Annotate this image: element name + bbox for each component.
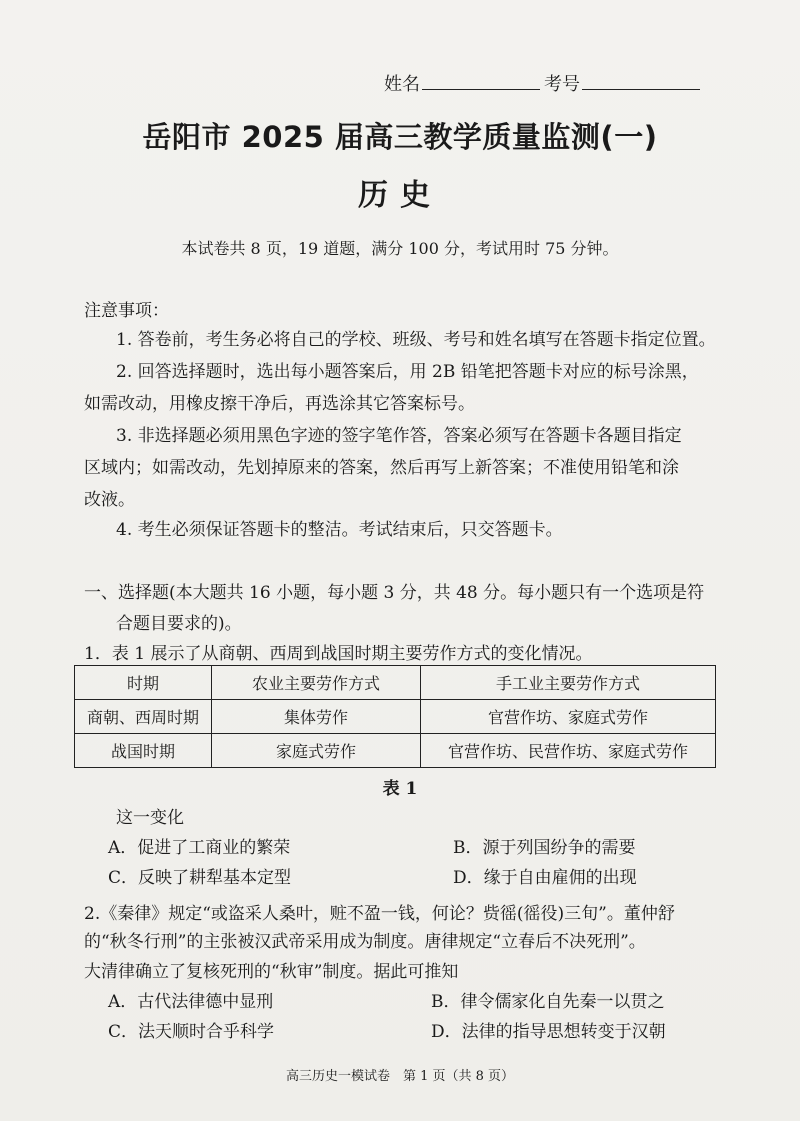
question-2-option-a: A．古代法律德中显刑 bbox=[108, 992, 274, 1012]
table-header-row bbox=[75, 666, 716, 700]
subject-title: 历史 bbox=[358, 178, 442, 213]
table-1 bbox=[74, 665, 716, 768]
table-header-cell: 农业主要劳作方式 bbox=[212, 666, 421, 700]
question-1-stem: 1．表 1 展示了从商朝、西周到战国时期主要劳作方式的变化情况。 bbox=[84, 644, 593, 664]
table-cell: 商朝、西周时期 bbox=[75, 700, 212, 734]
question-1-option-a: A．促进了工商业的繁荣 bbox=[108, 838, 291, 858]
page-footer: 高三历史一模试卷 第 1 页（共 8 页） bbox=[285, 1069, 515, 1084]
question-2-stem-line-3: 大清律确立了复核死刑的“秋审”制度。据此可推知 bbox=[84, 962, 459, 982]
note-item-2-line-1: 2. 回答选择题时，选出每小题答案后，用 2B 铅笔把答题卡对应的标号涂黑， bbox=[116, 362, 699, 382]
exam-title: 岳阳市 2025 届高三教学质量监测(一) bbox=[142, 120, 658, 154]
name-blank bbox=[422, 89, 540, 90]
question-2-stem-line-1: 2.《秦律》规定“或盗采人桑叶，赃不盈一钱，何论？赀徭(徭役)三旬”。董仲舒 bbox=[84, 904, 675, 924]
table-header-cell: 手工业主要劳作方式 bbox=[421, 666, 716, 700]
table-header-cell: 时期 bbox=[75, 666, 212, 700]
exam-number-label: 考号 bbox=[544, 74, 580, 95]
question-2-option-d: D．法律的指导思想转变于汉朝 bbox=[431, 1022, 666, 1042]
section-heading-line-1: 一、选择题(本大题共 16 小题，每小题 3 分，共 48 分。每小题只有一个选项是符 bbox=[84, 583, 705, 603]
name-label: 姓名 bbox=[384, 74, 420, 95]
table-cell: 战国时期 bbox=[75, 734, 212, 768]
question-2-option-b: B．律令儒家化自先秦一以贯之 bbox=[431, 992, 665, 1012]
table-caption: 表 1 bbox=[382, 779, 418, 799]
question-1-option-c: C．反映了耕犁基本定型 bbox=[108, 868, 292, 888]
question-2-stem-line-2: 的“秋冬行刑”的主张被汉武帝采用成为制度。唐律规定“立春后不决死刑”。 bbox=[84, 932, 646, 952]
note-item-3-line-2: 区域内；如需改动，先划掉原来的答案，然后再写上新答案；不准使用铅笔和涂 bbox=[84, 458, 679, 478]
table-row bbox=[75, 700, 716, 734]
note-item-3-line-3: 改液。 bbox=[84, 490, 135, 510]
notes-title: 注意事项： bbox=[84, 301, 169, 321]
question-2-option-c: C．法天顺时合乎科学 bbox=[108, 1022, 275, 1042]
table-cell: 集体劳作 bbox=[212, 700, 421, 734]
question-1-option-b: B．源于列国纷争的需要 bbox=[453, 838, 636, 858]
exam-number-blank bbox=[582, 89, 700, 90]
table-cell: 家庭式劳作 bbox=[212, 734, 421, 768]
table-cell: 官营作坊、民营作坊、家庭式劳作 bbox=[421, 734, 716, 768]
exam-info: 本试卷共 8 页，19 道题，满分 100 分，考试用时 75 分钟。 bbox=[181, 239, 619, 258]
note-item-3-line-1: 3. 非选择题必须用黑色字迹的签字笔作答，答案必须写在答题卡各题目指定 bbox=[116, 426, 682, 446]
name-exam-number-line bbox=[384, 70, 700, 96]
question-1-option-d: D．缘于自由雇佣的出现 bbox=[453, 868, 637, 888]
table-row bbox=[75, 734, 716, 768]
note-item-1: 1. 答卷前，考生务必将自己的学校、班级、考号和姓名填写在答题卡指定位置。 bbox=[116, 330, 716, 350]
table-cell: 官营作坊、家庭式劳作 bbox=[421, 700, 716, 734]
question-1-continuation: 这一变化 bbox=[116, 808, 184, 828]
section-heading-line-2: 合题目要求的)。 bbox=[116, 614, 242, 634]
note-item-4: 4. 考生必须保证答题卡的整洁。考试结束后，只交答题卡。 bbox=[116, 520, 563, 540]
note-item-2-line-2: 如需改动，用橡皮擦干净后，再选涂其它答案标号。 bbox=[84, 394, 475, 414]
